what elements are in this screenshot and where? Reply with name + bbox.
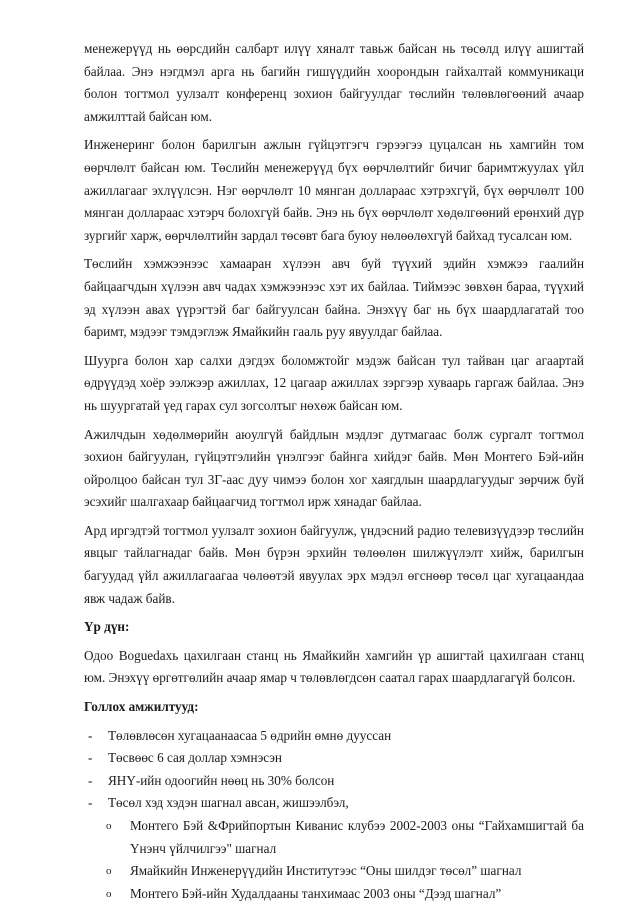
paragraph-supervision: менежерүүд нь өөрсдийн салбарт илүү хяналт тавьж байсан нь төсөлд илүү ашигтай байлаа. Энэ нэгдмэл арга нь багийн гишүүдийн хоорондын гайхалтай коммуникаци болон тогтмол уулзалт конференц зохион байгуулдаг төслийн төлөвлөгөөний ачаар амжилттай байсан юм. (84, 41, 584, 124)
award-item-text: Монтего Бэй &Фрийпортын Киванис клубээ 2002-2003 оны “Гайхамшигтай ба Үнэнч үйлчилгээ" шагнал (130, 818, 584, 856)
dash-bullet: - (88, 795, 93, 811)
dash-bullet: - (88, 772, 93, 788)
award-item (106, 815, 584, 860)
result-paragraph: Одоо Boguedахь цахилгаан станц нь Ямайкийн хамгийн үр ашигтай цахилгаан станц юм. Энэхүү өргөтгөлийн ачаар ямар ч төлөвлөгдсөн саатал гарах шаардлагагүй болсон. (84, 647, 584, 686)
list-item (88, 770, 584, 793)
paragraph-changes: Инженеринг болон барилгын ажлын гүйцэтгэгч гэрээгээ цуцалсан нь хамгийн том өөрчлөлт байсан юм. Төслийн менежерүүд бүх өөрчлөлтийг бичиг баримтжуулах үйл ажиллагааг эхлүүлсэн. Нэг өөрчлөлт 10 мянган доллараас хэтрэхгүй, бүх өөрчлөлт 100 мянган доллараас хэтэрч болохгүй байв. Энэ нь бүх өөрчлөлт хөдөлгөөний ерөнхий дүр зургийг харж, өөрчлөлтийн зардал төсөвт бага буюу нөлөөлөхгүй байхад тусалсан юм. (84, 137, 584, 243)
list-item (88, 747, 584, 770)
awards-list (84, 815, 584, 905)
achievements-list (84, 725, 584, 815)
list-item-text: Төсвөөс 6 сая доллар хэмнэсэн (108, 750, 282, 766)
circle-bullet-icon: o (106, 820, 112, 832)
list-item (88, 792, 584, 815)
paragraph-public-meetings: Ард иргэдтэй тогтмол уулзалт зохион байгуулж, үндэсний радио телевизүүдээр төслийн явцыг тайлагнадаг байв. Мөн бүрэн эрхийн төлөөлөн шилжүүлэлт хийж, барилгын багуудад үйл ажиллагаагаа чөлөөтэй явуулах эрх мэдэл өгснөөр төсөл цаг хугацаандаа явж чадаж байв. (84, 522, 584, 606)
list-item-text: Төлөвлөсөн хугацаанаасаа 5 өдрийн өмнө дууссан (108, 727, 392, 743)
award-item-text: Монтего Бэй-ийн Худалдааны танхимаас 2003 оны “Дээд шагнал” (130, 885, 502, 901)
list-item-text: Төсөл хэд хэдэн шагнал авсан, жишээлбэл, (108, 795, 349, 811)
document-body (84, 38, 584, 905)
list-item (88, 725, 584, 748)
dash-bullet: - (88, 750, 93, 766)
paragraph-safety: Ажилчдын хөдөлмөрийн аюулгүй байдлын мэдлэг дутмагаас болж сургалт тогтмол зохион байгуулан, гүйцэтгэлийн үнэлгээг байнга хийдэг байв. Мөн Монтего Бэй-ийн ойролцоо байсан тул 3Г-аас дуу чимээ болон хог хаягдлын шаардлагуудыг зөрчиж буй эсэхийг шалгахаар байцаагчид тогтмол ирж хянадаг байлаа. (84, 426, 584, 510)
result-heading: Үр дүн: (84, 619, 130, 635)
dash-bullet: - (88, 727, 93, 743)
circle-bullet-icon: o (106, 887, 112, 900)
paragraph-weather: Шуурга болон хар салхи дэгдэх боломжтойг мэдэж байсан тул тайван цаг агаартай өдрүүдэд хоёр ээлжээр ажиллах, 12 цагаар ажиллах зэргээр хуваарь гаргаж байлаа. Энэ нь шуургатай үед гарах сул зогсолтыг нөхөж байсан юм. (84, 352, 584, 413)
award-item (106, 860, 584, 883)
list-item-text: ЯНҮ-ийн одоогийн нөөц нь 30% болсон (108, 772, 335, 788)
paragraph-customs: Төслийн хэмжээнээс хамааран хүлээн авч буй түүхий эдийн хэмжээ гаалийн байцаагчдын хүлээн авч чадах хэмжээнээс хэт их байлаа. Тиймээс зөвхөн бараа, түүхий эд хүлээн авах үүрэгтэй баг байгуулсан байна. Энэхүү баг нь бүх шаардлагатай тоо баримт, мэдээг тэмдэглэж Ямайкийн гааль руу явуулдаг байлаа. (84, 256, 584, 340)
circle-bullet-icon: o (106, 865, 112, 878)
achievements-heading: Голлох амжилтууд: (84, 699, 199, 715)
award-item-text: Ямайкийн Инженерүүдийн Институтээс “Оны шилдэг төсөл” шагнал (130, 863, 522, 879)
